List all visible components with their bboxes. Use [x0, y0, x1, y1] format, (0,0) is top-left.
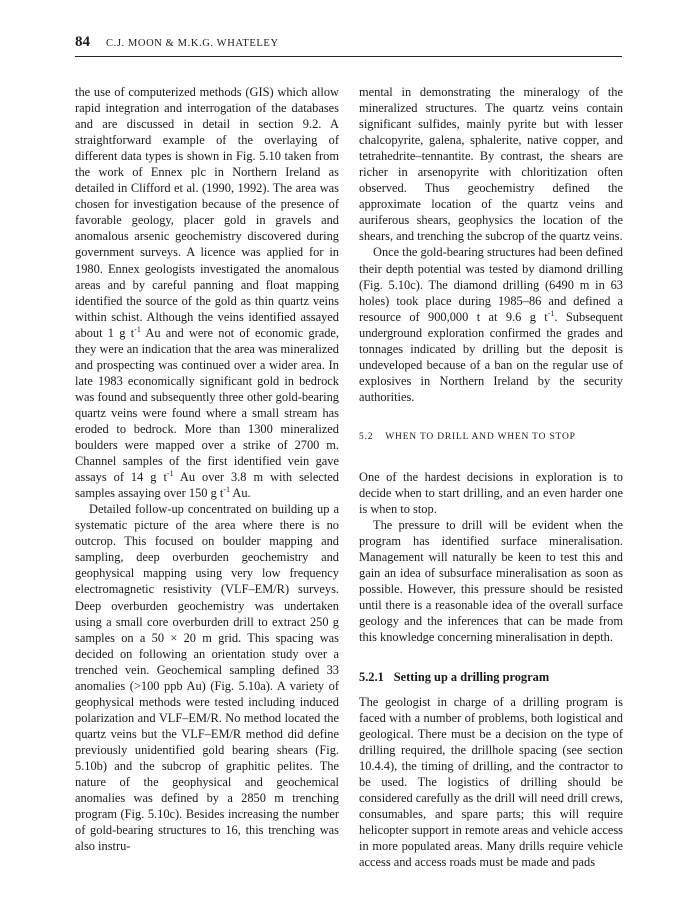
subsection-title: Setting up a drilling program [393, 669, 550, 684]
paragraph: The geologist in charge of a drilling program is faced with a number of problems, both logistical and geological. There must be a decision on the type of drilling required, the drillhole spacing (see section 10.4.4), the timing of drilling, and the contractor to be used. The logistics of drilling should be considered carefully as the drill will need drill crews, consumables, and spare parts; this will require helicopter support in remote areas and vehicle access in more populated areas. Many drills require vehicle access and access roads must be made and pads [359, 694, 623, 870]
paragraph: mental in demonstrating the mineralogy of the mineralized structures. The quartz veins contain significant sulfides, mainly pyrite but with lesser chalcopyrite, galena, sphalerite, native copper, and tetrahedrite–tennantite. By contrast, the shears are richer in arsenopyrite with chloritization often observed. Thus geochemistry defined the approximate location of the quartz veins and auriferous shears, geophysics the location of the shears, and trenching the subcrop of the quartz veins. [359, 85, 623, 244]
subsection-heading [359, 669, 623, 685]
section-heading [359, 429, 623, 445]
right-column [359, 84, 623, 870]
paragraph: One of the hardest decisions in exploration is to decide when to start drilling, and an even harder one is when to stop. [359, 469, 623, 517]
running-head [75, 34, 622, 57]
section-number: 5.2 [359, 431, 374, 442]
paragraph: Detailed follow-up concentrated on building up a systematic picture of the area where there is no outcrop. This focused on boulder mapping and sampling, deep overburden geochemistry and geophysical mapping using very low frequency electromagnetic resistivity (VLF–EM/R) surveys. Deep overburden geochemistry was undertaken using a small core overburden drill to extract 250 g samples on a 50 × 20 m grid. This spacing was decided on following an orientation study over a trenched vein. Geochemical sampling defined 33 anomalies (>100 ppb Au) (Fig. 5.10a). A variety of geophysical methods were tested including induced polarization and VLF–EM/R. No method located the quartz veins but the VLF–EM/R method did define previously unidentified gold bearing shears (Fig. 5.10b) and the subcrop of graphitic pelites. The nature of the geophysical and geochemical anomalies was defined by a 2850 m trenching program (Fig. 5.10c). Besides increasing the number of gold-bearing structures to 16, this trenching was also instru- [75, 502, 339, 854]
paragraph: The pressure to drill will be evident when the program has identified surface mineralisation. Management will naturally be keen to test this and gain an idea of subsurface mineralisation as soon as possible. However, this pressure should be resisted until there is a reasonable idea of the overall surface geology and the inferences that can be made from this knowledge concerning mineralisation in depth. [359, 518, 623, 645]
left-column [75, 84, 339, 854]
section-title: WHEN TO DRILL AND WHEN TO STOP [385, 431, 576, 442]
paragraph: the use of computerized methods (GIS) which allow rapid integration and interrogation of the databases and are discussed in detail in section 9.2. A straightforward example of the overlaying of different data types is shown in Fig. 5.10 taken from the work of Ennex plc in Northern Ireland as detailed in Clifford et al. (1990, 1992). The area was chosen for investigation because of the presence of favorable geology, placer gold in gravels and anomalous arsenic geochemistry discovered during government surveys. A licence was applied for in 1980. Ennex geologists investigated the anomalous areas and by careful panning and float mapping identified the source of the gold as thin quartz veins within schist. Although the veins identified assayed about 1 g $t^{-1}$ Au and were not of economic grade, they were an indication that the area was mineralized and prospecting was continued over a wider area. In late 1983 economically significant gold in bedrock was found and subsequently three other gold-bearing quartz veins were found where a small stream has eroded to bedrock. More than 1300 mineralized boulders were mapped over a strike of 2700 m. Channel samples of the first identified vein gave assays of 14 g $t^{-1}$ Au over 3.8 m with selected samples assaying over 150 g $t^{-1}$ Au. [75, 85, 340, 501]
subsection-number: 5.2.1 [359, 669, 384, 684]
running-head-authors: C.J. MOON & M.K.G. WHATELEY [106, 38, 279, 49]
page-number: 84 [75, 34, 90, 50]
paragraph: Once the gold-bearing structures had been defined their depth potential was tested by diamond drilling (Fig. 5.10c). The diamond drilling (6490 m in 63 holes) took place during 1985–86 and defined a resource of 900,000 t at 9.6 g $t^{-1}$. Subsequent underground exploration confirmed the grades and tonnages indicated by drilling but the deposit is undeveloped because of a ban on the regular use of explosives in Northern Ireland by the security authorities. [359, 245, 623, 404]
